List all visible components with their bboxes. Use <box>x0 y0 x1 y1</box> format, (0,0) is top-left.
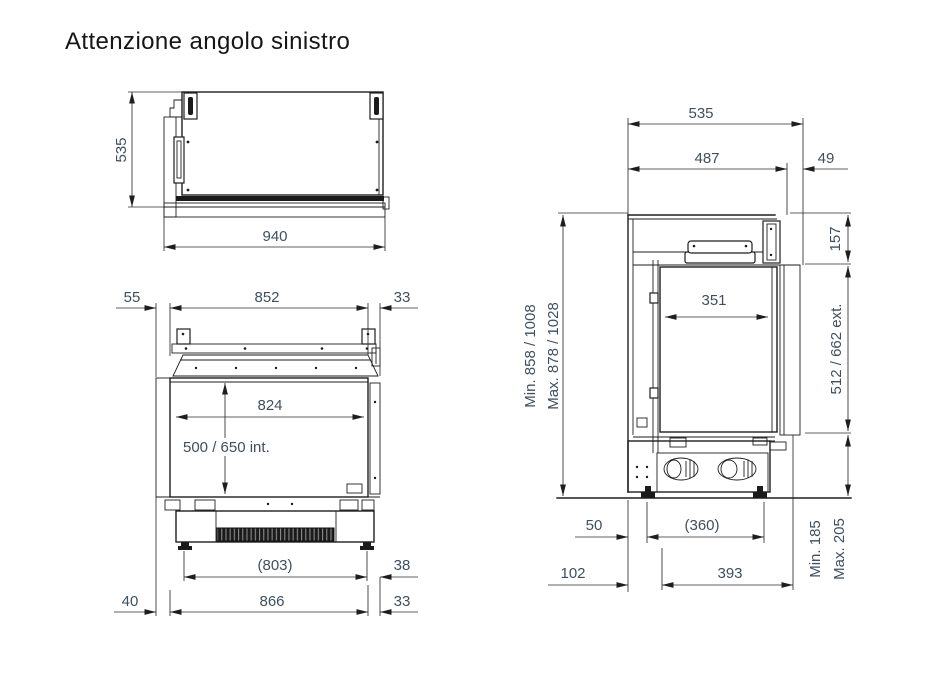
dim-front-offset-right-top: 33 <box>393 289 411 306</box>
front-view-drawing <box>114 289 418 616</box>
dim-front-interior-height: 500 / 650 int. <box>183 439 270 456</box>
dim-side-feet-span: (360) <box>684 517 720 534</box>
side-view-drawing <box>522 105 851 592</box>
dim-side-height-max: Max. 878 / 1028 <box>545 302 562 410</box>
dim-front-offset-left-top: 55 <box>123 289 141 306</box>
top-view-drawing <box>113 92 389 251</box>
bracket-slot <box>188 97 193 115</box>
dim-side-top-height: 157 <box>827 226 844 252</box>
dim-side-plinth-max: Max. 205 <box>831 518 848 580</box>
dim-front-offset-left-bottom: 40 <box>121 593 139 610</box>
dim-top-width: 940 <box>262 228 288 245</box>
dim-side-back-offset: 102 <box>560 565 586 582</box>
dim-front-offset-right-mid: 38 <box>393 557 411 574</box>
dim-front-feet-span: (803) <box>257 557 293 574</box>
dim-side-height-min: Min. 858 / 1008 <box>522 304 539 408</box>
dim-front-width-bottom: 866 <box>259 593 285 610</box>
dim-side-glass-height: 512 / 662 ext. <box>828 303 845 395</box>
dim-side-foot-offset: 50 <box>585 517 603 534</box>
vent-grille <box>217 528 334 541</box>
dim-front-glass-width: 824 <box>257 397 283 414</box>
dim-side-base-depth: 393 <box>717 565 743 582</box>
dim-front-width-top: 852 <box>254 289 280 306</box>
dim-side-depth-front: 49 <box>817 150 835 167</box>
bracket-slot <box>374 97 379 115</box>
dim-side-depth-body: 487 <box>694 150 720 167</box>
dim-side-depth-total: 535 <box>688 105 714 122</box>
dim-side-glass-depth: 351 <box>701 292 727 309</box>
dim-side-plinth-min: Min. 185 <box>807 520 824 578</box>
dim-top-depth: 535 <box>113 137 130 163</box>
dim-front-offset-right-bottom: 33 <box>393 593 411 610</box>
page-title: Attenzione angolo sinistro <box>65 28 351 55</box>
